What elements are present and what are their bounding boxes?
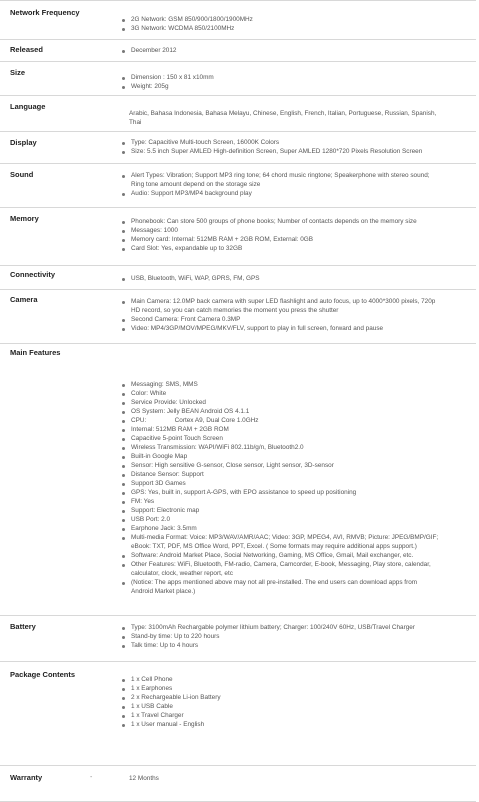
spec-text: Arabic, Bahasa Indonesia, Bahasa Melayu, Chinese, English, French, Italian, Portuguese, Russian, Spanish, [129,110,437,117]
spec-list-item [120,389,470,398]
spec-list-item [120,217,470,226]
spec-label: Connectivity [10,270,56,279]
spec-row [0,61,476,96]
spec-values [120,675,470,729]
spec-item-text: 1 x Travel Charger [131,712,184,719]
spec-values [120,73,470,91]
spec-list-item [120,470,470,479]
spec-values [120,623,470,650]
spec-item-text: FM: Yes [131,498,155,505]
spec-item-text: December 2012 [131,47,177,54]
spec-item-text: Talk time: Up to 4 hours [131,642,199,649]
spec-label: Battery [10,622,36,631]
spec-values [120,138,470,156]
spec-values [120,297,470,333]
spec-values [120,380,470,596]
spec-item-text: Sensor: High sensitive G-sensor, Close sensor, Light sensor, 3D-sensor [131,462,334,469]
spec-item-text: Main Camera: 12.0MP back camera with super LED flashlight and auto focus, up to 4000*3000 pixels, 720p [131,298,436,305]
spec-row [0,289,476,344]
spec-values [120,109,470,127]
spec-label: Warranty [10,773,43,782]
spec-item-text: Messaging: SMS, MMS [131,381,198,388]
spec-list-item [120,15,470,24]
spec-item-text: Type: Capacitive Multi-touch Screen, 16000K Colors [131,139,280,146]
spec-list-item [120,138,470,147]
spec-label: Camera [10,295,38,304]
spec-list-item [120,720,470,729]
spec-list-item [120,434,470,443]
spec-item-text: USB Port: 2.0 [131,516,171,523]
spec-item-text: Wireless Transmission: WAPI/WiFi 802.11b/g/n, Bluetooth2.0 [131,444,304,451]
spec-list-item [120,82,470,91]
spec-row [0,39,476,62]
spec-item-text: Distance Sensor: Support [131,471,204,478]
spec-item-text: Internal: 512MB RAM + 2GB ROM [131,426,229,433]
spec-item-text: Audio: Support MP3/MP4 background play [131,190,252,197]
spec-row [0,615,476,662]
spec-item-text: 1 x USB Cable [131,703,173,710]
spec-list-item [120,235,470,244]
spec-item-text: Stand-by time: Up to 220 hours [131,633,220,640]
spec-list-item [120,380,470,389]
spec-list-item [120,189,470,198]
spec-list-item [120,702,470,711]
spec-item-text: 1 x Earphones [131,685,173,692]
spec-row [0,661,476,766]
spec-list-item [120,533,470,551]
spec-list-item [120,578,470,596]
spec-label: Size [10,68,26,77]
spec-list-item [120,297,470,315]
spec-label: Network Frequency [10,8,80,17]
spec-row [0,343,476,616]
spec-list-item [120,24,470,33]
spec-list-item [120,171,470,189]
spec-list-item [120,452,470,461]
spec-item-text: Android Market place.) [131,588,196,595]
spec-item-text: 2G Network: GSM 850/900/1800/1900MHz [131,16,253,23]
dash-mark: - [90,774,93,781]
spec-item-text: Multi-media Format: Voice: MP3/WAV/AMR/AAC; Video: 3GP, MPEG4, AVI, RMVB; Picture: JPEG/BMP/GIF; [131,534,439,541]
spec-item-text: Card Slot: Yes, expandable up to 32GB [131,245,243,252]
spec-list-item [120,488,470,497]
spec-item-text: Phonebook: Can store 500 groups of phone books; Number of contacts depends on the memory size [131,218,417,225]
spec-item-text: 1 x Cell Phone [131,676,173,683]
spec-item-text: Service Provide: Unlocked [131,399,206,406]
spec-item-text: 3G Network: WCDMA 850/2100MHz [131,25,235,32]
spec-item-text: Built-in Google Map [131,453,188,460]
spec-item-text: Messages: 1000 [131,227,178,234]
spec-list-item [120,73,470,82]
spec-label: Sound [10,170,34,179]
spec-list-item [120,506,470,515]
spec-list-item [120,675,470,684]
spec-list-item [120,274,470,283]
spec-values [120,46,470,55]
spec-row [0,163,476,208]
spec-list-item [120,684,470,693]
spec-list-item [120,524,470,533]
spec-row [0,131,476,164]
spec-list-item [120,497,470,506]
spec-item-text: Dimension : 150 x 81 x10mm [131,74,214,81]
spec-item-text: eBook: TXT, PDF, MS Office Word, PPT, Excel. ( Some formats may require additional apps support.) [131,543,417,550]
spec-list-item [120,425,470,434]
spec-list-item [120,461,470,470]
spec-list-item [120,46,470,55]
spec-item-text: 1 x User manual - English [131,721,205,728]
spec-list-item [120,407,470,416]
spec-list-item [120,515,470,524]
spec-list-item [120,711,470,720]
spec-item-text: Software: Android Market Place, Social Networking, Gaming, MS Office, Gmail, Mail exchanger, etc. [131,552,414,559]
spec-item-text: Second Camera: Front Camera 0.3MP [131,316,241,323]
spec-list-item [120,693,470,702]
spec-list-item [120,226,470,235]
spec-item-text: USB, Bluetooth, WiFi, WAP, GPRS, FM, GPS [131,275,260,282]
spec-row [0,1,476,40]
spec-list-item [120,560,470,578]
spec-label: Display [10,138,37,147]
spec-item-text: Size: 5.5 inch Super AMLED High-definition Screen, Super AMLED 1280*720 Pixels Resolution Screen [131,148,423,155]
spec-list-item [120,623,470,632]
spec-row [0,265,476,290]
spec-label: Memory [10,214,39,223]
spec-row [0,95,476,132]
spec-list-item [120,443,470,452]
spec-item-text: Support 3D Games [131,480,186,487]
spec-item-text: (Notice: The apps mentioned above may not all pre-installed. The end users can download apps from [131,579,418,586]
spec-values [120,274,470,283]
spec-label: Language [10,102,46,111]
spec-item-text: Memory card: Internal: 512MB RAM + 2GB ROM, External: 0GB [131,236,314,243]
spec-list-item [120,632,470,641]
spec-list-item [120,315,470,324]
spec-text: Thai [129,119,142,126]
spec-item-text: Earphone Jack: 3.5mm [131,525,197,532]
spec-item-text: Capacitive 5-point Touch Screen [131,435,223,442]
spec-list-item [120,416,470,425]
spec-item-text: Color: White [131,390,167,397]
spec-text: 12 Months [129,775,159,782]
spec-values [120,774,470,783]
spec-item-text: Other Features: WiFi, Bluetooth, FM-radio, Camera, Camcorder, E-book, Messaging, Play store, calendar, [131,561,431,568]
spec-item-text: HD record, so you can catch memories the moment you press the shutter [131,307,339,314]
spec-item-text: 2 x Rechargeable Li-ion Battery [131,694,221,701]
spec-row [0,207,476,266]
spec-item-text: Video: MP4/3GP/MOV/MPEG/MKV/FLV, support to play in full screen, forward and pause [131,325,384,332]
spec-label: Released [10,45,43,54]
spec-item-text: GPS: Yes, built in, support A-GPS, with EPO assistance to speed up positioning [131,489,357,496]
spec-list-item [120,147,470,156]
spec-item-text: Support: Electronic map [131,507,200,514]
spec-item-text: CPU: Cortex A9, Dual Core 1.0GHz [131,417,259,424]
spec-values [120,15,470,33]
spec-label: Package Contents [10,670,76,679]
spec-values [120,217,470,253]
spec-list-item [120,324,470,333]
spec-label: Main Features [10,348,61,357]
spec-row [0,765,476,802]
spec-list-item [120,244,470,253]
spec-item-text: Ring tone amount depend on the storage size [131,181,261,188]
spec-item-text: Alert Types: Vibration; Support MP3 ring tone; 64 chord music ringtone; Speakerphone with stereo sound; [131,172,430,179]
spec-item-text: OS System: Jelly BEAN Android OS 4.1.1 [131,408,250,415]
spec-list-item [120,479,470,488]
spec-item-text: Weight: 205g [131,83,169,90]
spec-item-text: calculator, clock, weather report, etc [131,570,233,577]
spec-list-item [120,551,470,560]
spec-item-text: Type: 3100mAh Rechargable polymer lithium battery; Charger: 100/240V 60Hz, USB/Travel Charger [131,624,415,631]
spec-list-item [120,641,470,650]
spec-list-item [120,398,470,407]
spec-values [120,171,470,198]
